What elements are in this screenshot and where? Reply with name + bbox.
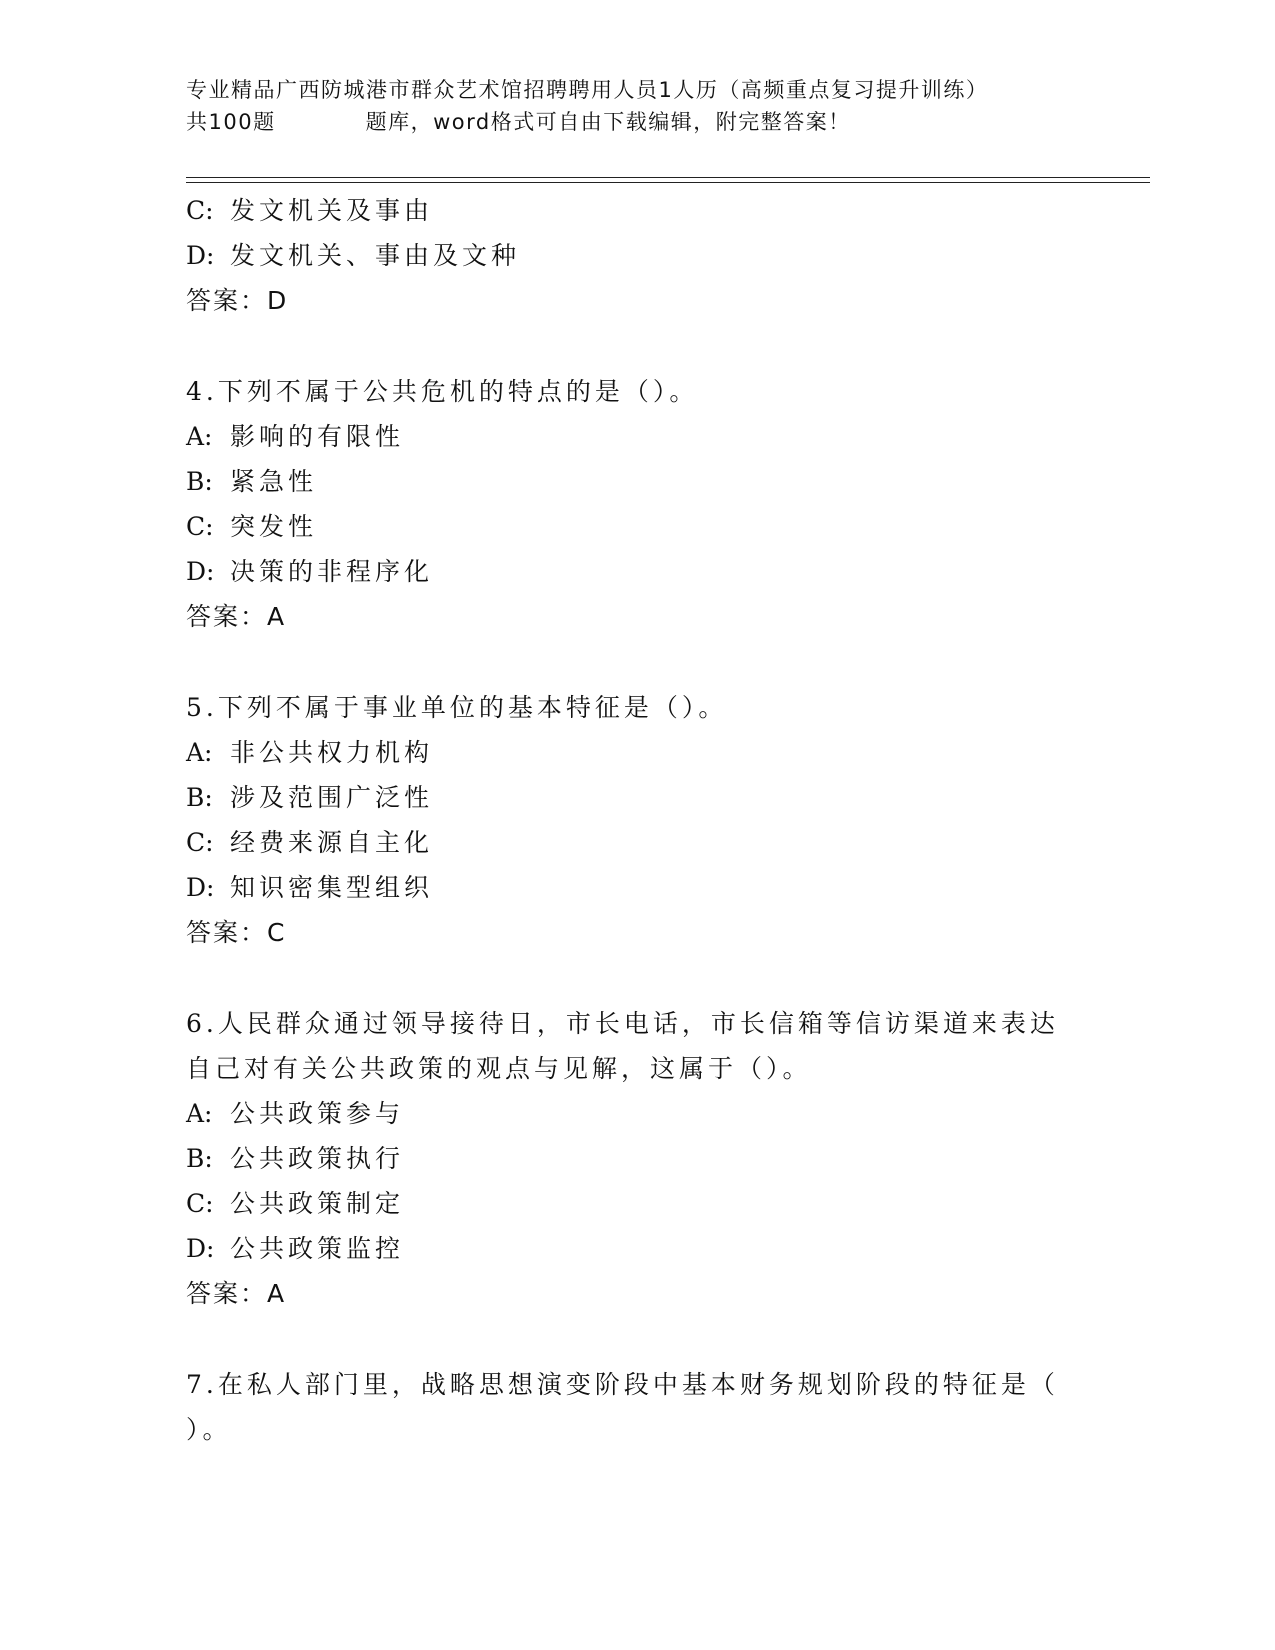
option-b <box>186 775 1086 820</box>
option-letter: B: <box>186 1144 213 1173</box>
header-description: 题库，word格式可自由下载编辑，附完整答案！ <box>365 110 851 134</box>
option-a <box>186 730 1086 775</box>
question-block-4 <box>186 369 1086 639</box>
header-count: 共100题 <box>186 110 276 134</box>
question-text: 6.人民群众通过领导接待日，市长电话，市长信箱等信访渠道来表达 <box>186 1009 1059 1038</box>
header-title: 专业精品广西防城港市群众艺术馆招聘聘用人员1人历（高频重点复习提升训练） <box>186 78 989 102</box>
option-text: 非公共权力机构 <box>230 738 434 767</box>
option-letter: A: <box>186 422 213 451</box>
option-text: 发文机关、事由及文种 <box>230 241 521 270</box>
option-c <box>186 504 1086 549</box>
option-d <box>186 549 1086 594</box>
option-text: 公共政策参与 <box>230 1099 405 1128</box>
option-letter: C: <box>186 828 214 857</box>
header-divider-top <box>186 177 1150 178</box>
option-letter: D: <box>186 873 215 902</box>
option-letter: D: <box>186 241 215 270</box>
option-letter: C: <box>186 512 214 541</box>
question-text: 5.下列不属于事业单位的基本特征是（）。 <box>186 693 728 722</box>
option-letter: D: <box>186 1234 215 1263</box>
answer-line: 答案：C <box>186 918 287 947</box>
option-d <box>186 233 1086 278</box>
answer-line: 答案：A <box>186 1279 287 1308</box>
option-text: 涉及范围广泛性 <box>230 783 434 812</box>
question-text-continued: 自己对有关公共政策的观点与见解，这属于（）。 <box>186 1054 812 1083</box>
answer-line: 答案：A <box>186 602 287 631</box>
option-text: 知识密集型组织 <box>230 873 434 902</box>
option-d <box>186 1226 1086 1271</box>
option-text: 公共政策监控 <box>230 1234 405 1263</box>
option-text: 公共政策制定 <box>230 1189 405 1218</box>
question-text: 4.下列不属于公共危机的特点的是（）。 <box>186 377 699 406</box>
option-b <box>186 1136 1086 1181</box>
option-text: 突发性 <box>230 512 318 541</box>
option-text: 决策的非程序化 <box>230 557 434 586</box>
option-c <box>186 188 1086 233</box>
header-subtitle <box>186 106 1086 138</box>
option-text: 公共政策执行 <box>230 1144 405 1173</box>
option-c <box>186 1181 1086 1226</box>
option-a <box>186 1091 1086 1136</box>
question-list <box>186 188 1086 1452</box>
option-letter: A: <box>186 1099 213 1128</box>
answer-line: 答案：D <box>186 286 289 315</box>
option-b <box>186 459 1086 504</box>
option-text: 发文机关及事由 <box>230 196 434 225</box>
partial-question-block <box>186 188 1086 323</box>
document-header <box>186 74 1086 138</box>
option-text: 影响的有限性 <box>230 422 405 451</box>
option-c <box>186 820 1086 865</box>
option-letter: C: <box>186 1189 214 1218</box>
option-text: 紧急性 <box>230 467 318 496</box>
option-d <box>186 865 1086 910</box>
option-letter: C: <box>186 196 214 225</box>
option-text: 经费来源自主化 <box>230 828 434 857</box>
option-letter: A: <box>186 738 213 767</box>
header-divider-bottom <box>186 182 1150 183</box>
question-text-continued: ）。 <box>186 1415 232 1444</box>
option-a <box>186 414 1086 459</box>
question-block-5 <box>186 685 1086 955</box>
question-block-7 <box>186 1362 1086 1452</box>
option-letter: D: <box>186 557 215 586</box>
option-letter: B: <box>186 467 213 496</box>
question-block-6 <box>186 1001 1086 1316</box>
question-text: 7.在私人部门里，战略思想演变阶段中基本财务规划阶段的特征是（ <box>186 1370 1059 1399</box>
option-letter: B: <box>186 783 213 812</box>
